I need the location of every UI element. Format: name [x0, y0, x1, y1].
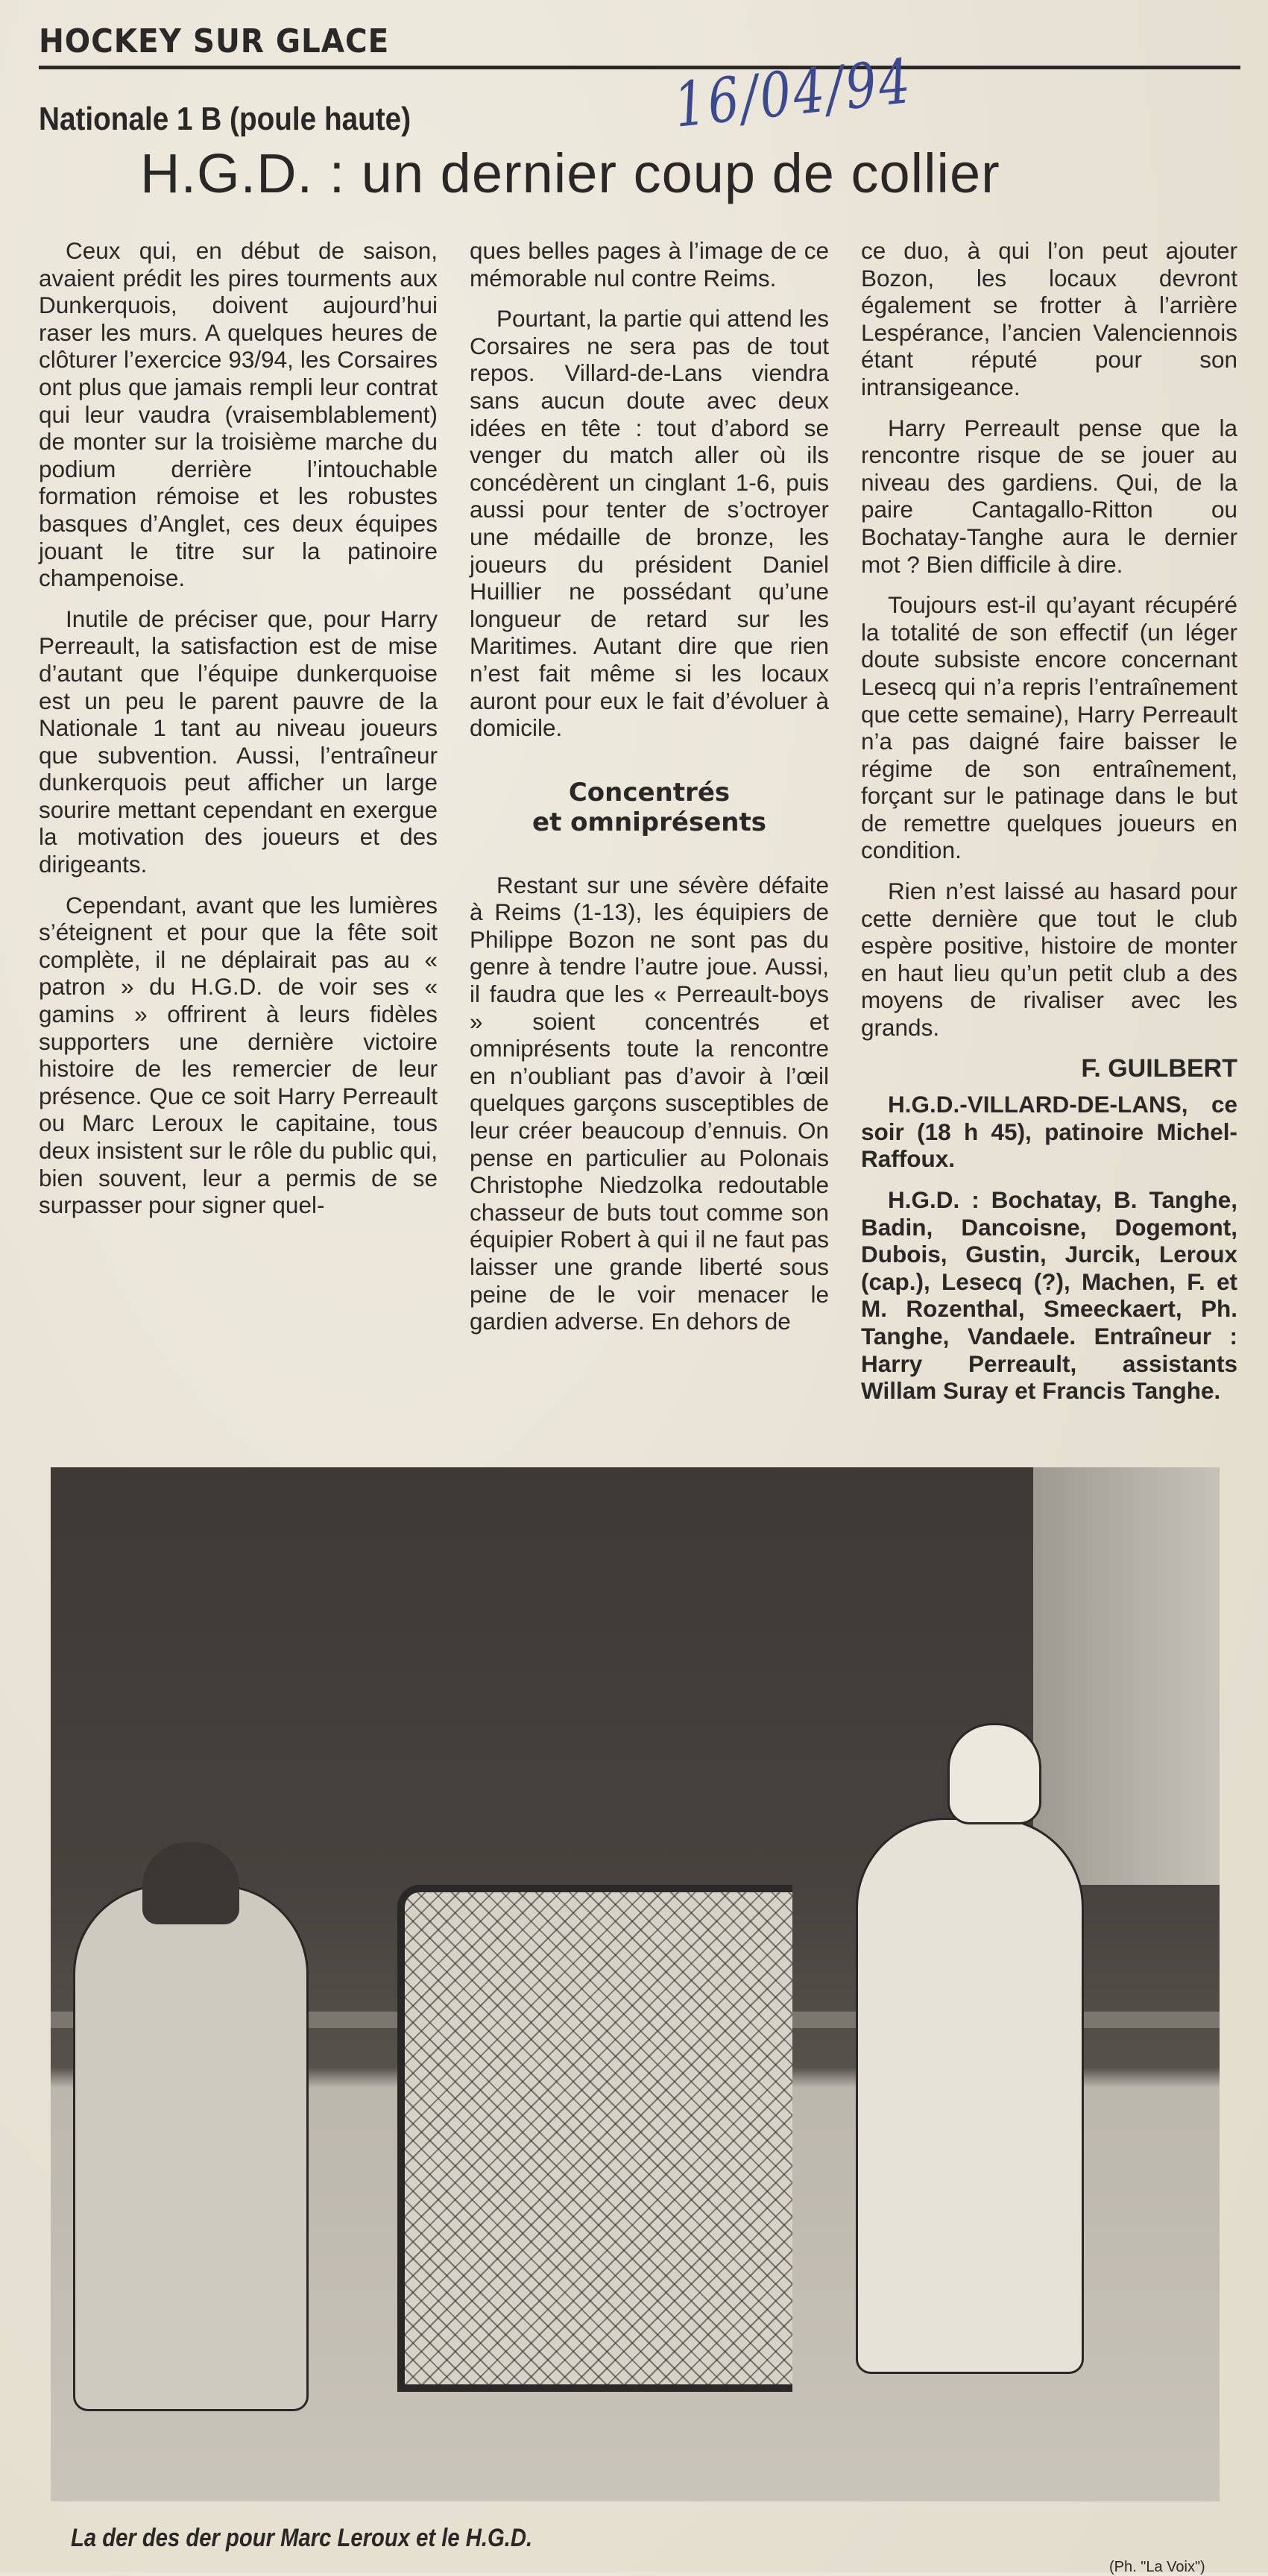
article-kicker: Nationale 1 B (poule haute) — [39, 101, 411, 137]
photo-caption: La der des der pour Marc Leroux et le H.G.D. — [71, 2524, 533, 2552]
byline: F. GUILBERT — [1081, 1054, 1237, 1083]
paragraph: ques belles pages à l’image de ce mémorable nul contre Reims. — [470, 237, 829, 292]
paragraph: Ceux qui, en début de saison, avaient prédit les pires tourments aux Dunkerquois, doivent aujourd’hui raser les murs. A quelques heures de clôturer l’exercice 93/94, les Corsaires ont plus que jamais rempli leur contrat qui leur vaudra (vraisemblablement) de monter sur la troisième marche du podium derrière l’intouchable formation rémoise et les robustes basques d’Anglet, ces deux équipes jouant le titre sur la patinoire champenoise. — [39, 237, 438, 592]
helmet-icon — [947, 1723, 1041, 1824]
paragraph: Toujours est-il qu’ayant récupéré la totalité de son effectif (un léger doute subsiste encore concernant Lesecq qui n’a repris l’entraînement que cette semaine), Harry Perreault n’a pas daigné faire baisser le régime de son entraînement, forçant sur le patinage dans le but de remettre quelques joueurs en condition. — [861, 591, 1237, 864]
player-right — [856, 1818, 1084, 2374]
article-headline: H.G.D. : un dernier coup de collier — [140, 142, 1000, 204]
subheading-line: Concentrés — [568, 777, 731, 807]
goal-net — [397, 1885, 792, 2392]
subheading — [470, 778, 829, 837]
match-info: H.G.D.-VILLARD-DE-LANS, ce soir (18 h 45), patinoire Michel-Raffoux. — [861, 1091, 1237, 1173]
handwritten-date: 16/04/94 — [671, 45, 916, 142]
paragraph: Inutile de préciser que, pour Harry Perreault, la satisfaction est de mise d’autant que l’équipe dunkerquoise est un peu le parent pauvre de la Nationale 1 tant au niveau joueurs que subvention. Aussi, l’entraîneur dunkerquois peut afficher un large sourire mettant cependant en exergue la motivation des joueurs et des dirigeants. — [39, 605, 438, 878]
paragraph: Pourtant, la partie qui attend les Corsaires ne sera pas de tout repos. Villard-de-Lans viendra sans aucun doute avec deux idées en tête : tout d’abord se venger du match aller où ils concédèrent un cinglant 1-6, puis aussi pour tenter de s’octroyer une médaille de bronze, les joueurs du président Daniel Huillier ne possédant qu’une longueur de retard sur les Maritimes. Autant dire que rien n’est fait même si les locaux auront pour eux le fait d’évoluer à domicile. — [470, 305, 829, 742]
paragraph: Cependant, avant que les lumières s’éteignent et pour que la fête soit complète, il ne déplairait pas au « patron » du H.G.D. de voir ses « gamins » offrirent à leurs fidèles supporters une dernière victoire histoire de les remercier de leur présence. Que ce soit Harry Perreault ou Marc Leroux le capitaine, tous deux insistent sur le rôle du public qui, bien souvent, leur a permis de se surpasser pour signer quel- — [39, 891, 438, 1219]
paragraph: Restant sur une sévère défaite à Reims (1-13), les équipiers de Philippe Bozon ne sont pas du genre à tendre l’autre joue. Aussi, il faudra que les « Perreault-boys » soient concentrés et omniprésents toute la rencontre en n’oubliant pas d’avoir à l’œil quelques garçons susceptibles de leur créer beaucoup d’ennuis. On pense en particulier au Polonais Christophe Niedzolka redoutable chasseur de buts tout comme son équipier Robert à qui il ne faut pas laisser une grande liberté sous peine de le voir menacer le gardien adverse. En dehors de — [470, 871, 829, 1335]
paragraph: Rien n’est laissé au hasard pour cette dernière que tout le club espère positive, histoire de monter en haut lieu qu’un petit club a des moyens de rivaliser avec les grands. — [861, 878, 1237, 1042]
column-3 — [861, 237, 1237, 1418]
team-lineup: H.G.D. : Bochatay, B. Tanghe, Badin, Dancoisne, Dogemont, Dubois, Gustin, Jurcik, Leroux (cap.), Lesecq (?), Machen, F. et M. Rozenthal, Smeeckaert, Ph. Tanghe, Vandaele. Entraîneur : Harry Perreault, assistants Willam Suray et Francis Tanghe. — [861, 1186, 1237, 1405]
rubric-divider — [39, 66, 1240, 69]
paragraph: Harry Perreault pense que la rencontre risque de se jouer au niveau des gardiens. Qui, de la paire Cantagallo-Ritton ou Bochatay-Tanghe aura le dernier mot ? Bien difficile à dire. — [861, 414, 1237, 578]
hockey-photo — [51, 1467, 1220, 2501]
helmet-icon — [142, 1842, 239, 1924]
section-rubric: HOCKEY SUR GLACE — [39, 22, 390, 60]
player-left — [73, 1885, 309, 2411]
column-2 — [470, 237, 829, 1349]
arena-wall — [1033, 1467, 1220, 1885]
column-1 — [39, 237, 438, 1232]
paragraph: ce duo, à qui l’on peut ajouter Bozon, les locaux devront également se frotter à l’arrière Lespérance, l’ancien Valenciennois étant réputé pour son intransigeance. — [861, 237, 1237, 400]
photo-credit: (Ph. "La Voix") — [1109, 2559, 1205, 2575]
subheading-line: et omniprésents — [532, 807, 766, 837]
